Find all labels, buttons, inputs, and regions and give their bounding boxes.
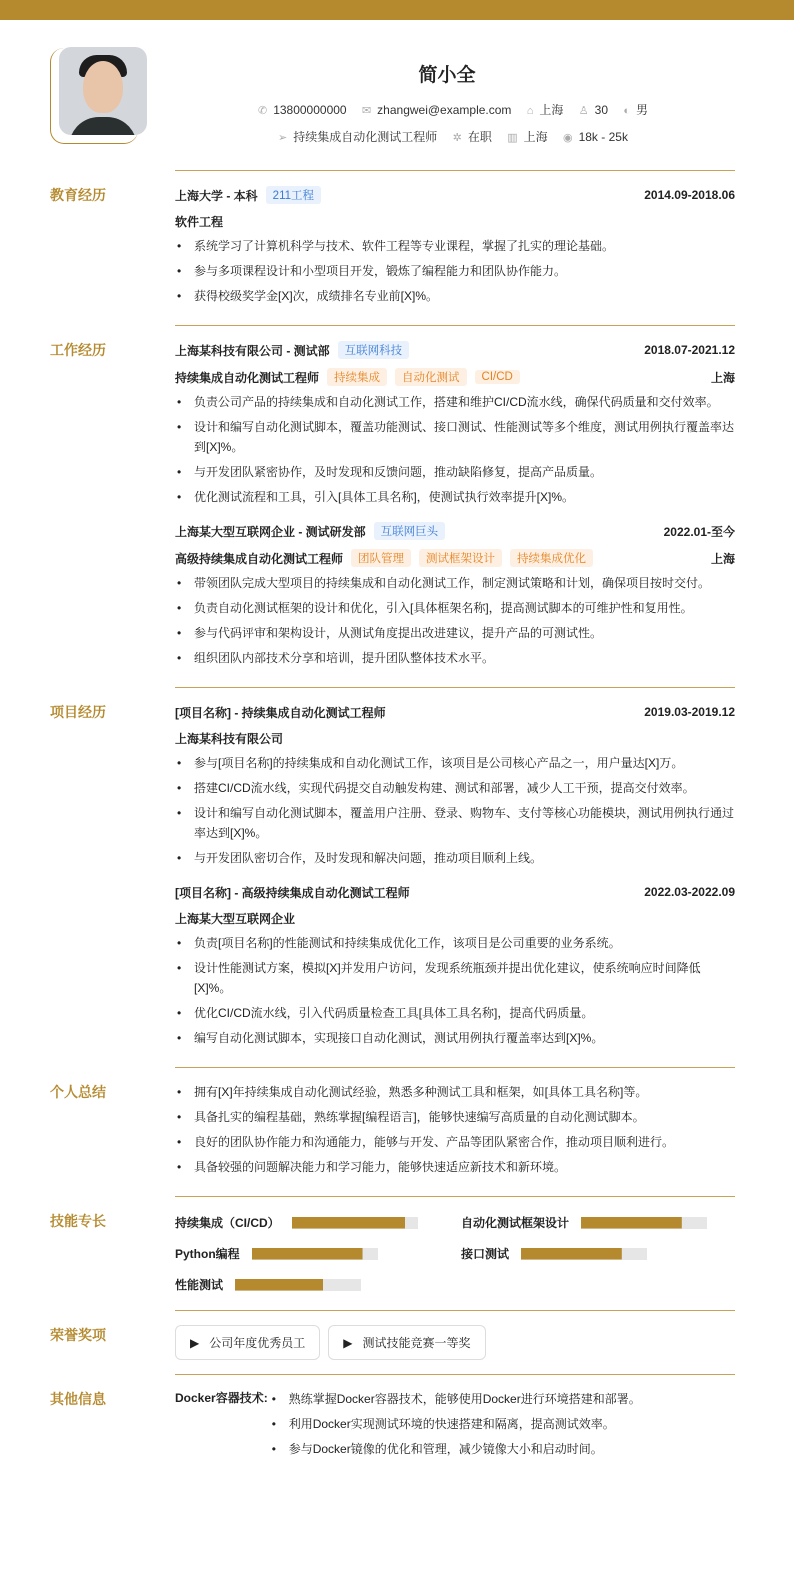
education-section: [50, 170, 735, 325]
skill-tag: 持续集成: [327, 368, 387, 386]
age: 30: [594, 103, 609, 117]
project-name: [项目名称] - 持续集成自动化测试工程师: [175, 705, 386, 720]
job-city: 上海: [710, 370, 735, 385]
list-item: • 优化CI/CD流水线，引入代码质量检查工具[具体工具名称]，提高代码质量。: [175, 1003, 735, 1023]
gender: 男: [636, 103, 649, 117]
skills-section: [50, 1196, 735, 1310]
date: 2022.01-至今: [663, 524, 735, 539]
email[interactable]: zhangwei@example.com: [377, 103, 512, 117]
award-item[interactable]: [328, 1325, 485, 1360]
list-item: • 良好的团队协作能力和沟通能力，能够与开发、产品等团队紧密合作，推动项目顺利进行。: [175, 1132, 735, 1152]
position: 持续集成自动化测试工程师: [293, 130, 438, 144]
age-icon: ♙: [578, 105, 589, 117]
list-item: • 设计和编写自动化测试脚本，覆盖用户注册、登录、购物车、支付等核心功能模块，测试用例执行通过率达到[X]%。: [175, 803, 735, 843]
list-item: • 与开发团队密切合作，及时发现和解决问题，推动项目顺利上线。: [175, 848, 735, 868]
projects-section: [50, 687, 735, 1067]
section-title: 项目经历: [50, 704, 106, 720]
job-entry: [175, 521, 735, 668]
list-item: • 参与多项课程设计和小型项目开发，锻炼了编程能力和团队协作能力。: [175, 261, 735, 281]
candidate-name: 简小全: [418, 65, 476, 86]
skill-tag: 自动化测试: [395, 368, 467, 386]
list-item: • 与开发团队紧密协作，及时发现和反馈问题，推动缺陷修复，提高产品质量。: [175, 462, 735, 482]
contact-info: [0, 101, 794, 118]
section-title: 教育经历: [50, 187, 106, 203]
skill-bar: [581, 1217, 707, 1229]
status-icon: ✲: [452, 132, 462, 144]
section-title: 个人总结: [50, 1084, 106, 1100]
skill-bar-fill: [292, 1217, 405, 1229]
list-item: • 负责公司产品的持续集成和自动化测试工作，搭建和维护CI/CD流水线，确保代码质量和交付效率。: [175, 392, 735, 412]
company: 上海某大型互联网企业 - 测试研发部: [175, 524, 366, 539]
list-item: • 搭建CI/CD流水线，实现代码提交自动触发构建、测试和部署，减少人工干预，提高交付效率。: [175, 778, 735, 798]
work-section: [50, 325, 735, 687]
list-item: • 参与Docker镜像的优化和管理，减少镜像大小和启动时间。: [270, 1439, 641, 1459]
project-name: [项目名称] - 高级持续集成自动化测试工程师: [175, 885, 410, 900]
other-section: [50, 1374, 735, 1478]
skill-item: [175, 1276, 461, 1293]
header: [0, 20, 794, 170]
section-title: 荣誉奖项: [50, 1327, 106, 1343]
list-item: • 具备较强的问题解决能力和学习能力，能够快速适应新技术和新环境。: [175, 1157, 735, 1177]
skill-item: [175, 1245, 461, 1262]
skill-name: Python编程: [175, 1247, 240, 1261]
list-item: • 编写自动化测试脚本，实现接口自动化测试，测试用例执行覆盖率达到[X]%。: [175, 1028, 735, 1048]
skill-tag: CI/CD: [475, 370, 520, 384]
play-icon: ▶: [343, 1335, 353, 1350]
top-bar: [0, 0, 794, 20]
list-item: • 拥有[X]年持续集成自动化测试经验，熟悉多种测试工具和框架，如[具体工具名称]等。: [175, 1082, 735, 1102]
list-item: • 组织团队内部技术分享和培训，提升团队整体技术水平。: [175, 648, 735, 668]
work-city: 上海: [523, 130, 548, 144]
mail-icon: ✉: [361, 105, 372, 117]
list-item: • 具备扎实的编程基础，熟练掌握[编程语言]，能够快速编写高质量的自动化测试脚本。: [175, 1107, 735, 1127]
date: 2018.07-2021.12: [644, 343, 735, 357]
skill-name: 性能测试: [175, 1278, 224, 1292]
skill-bar-fill: [581, 1217, 682, 1229]
skill-tag: 持续集成优化: [510, 549, 593, 567]
skill-bar: [235, 1279, 361, 1291]
building-icon: ▥: [507, 132, 518, 144]
city: 上海: [539, 103, 564, 117]
list-item: • 参与[项目名称]的持续集成和自动化测试工作，该项目是公司核心产品之一，用户量达[X]万。: [175, 753, 735, 773]
job-entry: [175, 340, 735, 507]
company: 上海某科技有限公司 - 测试部: [175, 343, 330, 358]
skill-item: [175, 1214, 461, 1231]
list-item: • 利用Docker实现测试环境的快速搭建和隔离，提高测试效率。: [270, 1414, 641, 1434]
skill-bar: [292, 1217, 418, 1229]
phone: 13800000000: [273, 103, 347, 117]
skill-bar: [521, 1248, 647, 1260]
list-item: • 负责[项目名称]的性能测试和持续集成优化工作，该项目是公司重要的业务系统。: [175, 933, 735, 953]
major: 软件工程: [175, 215, 224, 229]
award-label: 公司年度优秀员工: [209, 1336, 306, 1350]
role: 高级持续集成自动化测试工程师: [175, 551, 344, 566]
phone-icon: ✆: [257, 105, 268, 117]
project-company: 上海某科技有限公司: [175, 732, 284, 746]
skill-name: 接口测试: [461, 1247, 510, 1261]
list-item: • 带领团队完成大型项目的持续集成和自动化测试工作，制定测试策略和计划，确保项目按时交付。: [175, 573, 735, 593]
skill-bar-fill: [521, 1248, 622, 1260]
school-tag: 211工程: [266, 186, 321, 204]
skill-bar-fill: [252, 1248, 363, 1260]
skill-bar-fill: [235, 1279, 323, 1291]
list-item: • 负责自动化测试框架的设计和优化，引入[具体框架名称]，提高测试脚本的可维护性和复用性。: [175, 598, 735, 618]
salary: 18k - 25k: [578, 130, 628, 144]
skill-item: [461, 1214, 735, 1231]
project-entry: [175, 882, 735, 1048]
job-city: 上海: [710, 551, 735, 566]
company-tag: 互联网科技: [338, 341, 410, 359]
list-item: • 熟练掌握Docker容器技术，能够使用Docker进行环境搭建和部署。: [270, 1389, 641, 1409]
date: 2022.03-2022.09: [644, 885, 735, 899]
list-item: • 优化测试流程和工具，引入[具体工具名称]，使测试执行效率提升[X]%。: [175, 487, 735, 507]
section-title: 技能专长: [50, 1213, 106, 1229]
home-icon: ⌂: [526, 105, 534, 117]
skill-tag: 团队管理: [351, 549, 411, 567]
list-item: • 设计性能测试方案，模拟[X]并发用户访问，发现系统瓶颈并提出优化建议，使系统响应时间降低[X]%。: [175, 958, 735, 998]
skill-name: 自动化测试框架设计: [461, 1216, 570, 1230]
section-title: 其他信息: [50, 1391, 106, 1407]
skill-bar: [252, 1248, 378, 1260]
summary-section: [50, 1067, 735, 1196]
gender-icon: ◐: [623, 105, 631, 117]
list-item: • 获得校级奖学金[X]次，成绩排名专业前[X]%。: [175, 286, 735, 306]
project-entry: [175, 702, 735, 868]
skill-name: 持续集成（CI/CD）: [175, 1216, 280, 1230]
role: 持续集成自动化测试工程师: [175, 370, 320, 385]
job-intent: [0, 128, 794, 145]
section-title: 工作经历: [50, 342, 106, 358]
list-item: • 参与代码评审和架构设计，从测试角度提出改进建议，提升产品的可测试性。: [175, 623, 735, 643]
award-item[interactable]: [175, 1325, 320, 1360]
award-label: 测试技能竞赛一等奖: [362, 1336, 471, 1350]
company-tag: 互联网巨头: [374, 522, 446, 540]
salary-icon: ◉: [562, 132, 573, 144]
list-item: • 设计和编写自动化测试脚本，覆盖功能测试、接口测试、性能测试等多个维度，测试用例执行覆盖率达到[X]%。: [175, 417, 735, 457]
date: 2014.09-2018.06: [644, 188, 735, 202]
play-icon: ▶: [190, 1335, 200, 1350]
awards-section: [50, 1310, 735, 1374]
date: 2019.03-2019.12: [644, 705, 735, 719]
school: 上海大学 - 本科: [175, 188, 258, 203]
project-company: 上海某大型互联网企业: [175, 912, 296, 926]
skill-tag: 测试框架设计: [419, 549, 502, 567]
list-item: • 系统学习了计算机科学与技术、软件工程等专业课程，掌握了扎实的理论基础。: [175, 236, 735, 256]
status: 在职: [467, 130, 492, 144]
send-icon: ➢: [278, 132, 288, 144]
skill-item: [461, 1245, 735, 1262]
other-key: Docker容器技术:: [175, 1391, 268, 1405]
